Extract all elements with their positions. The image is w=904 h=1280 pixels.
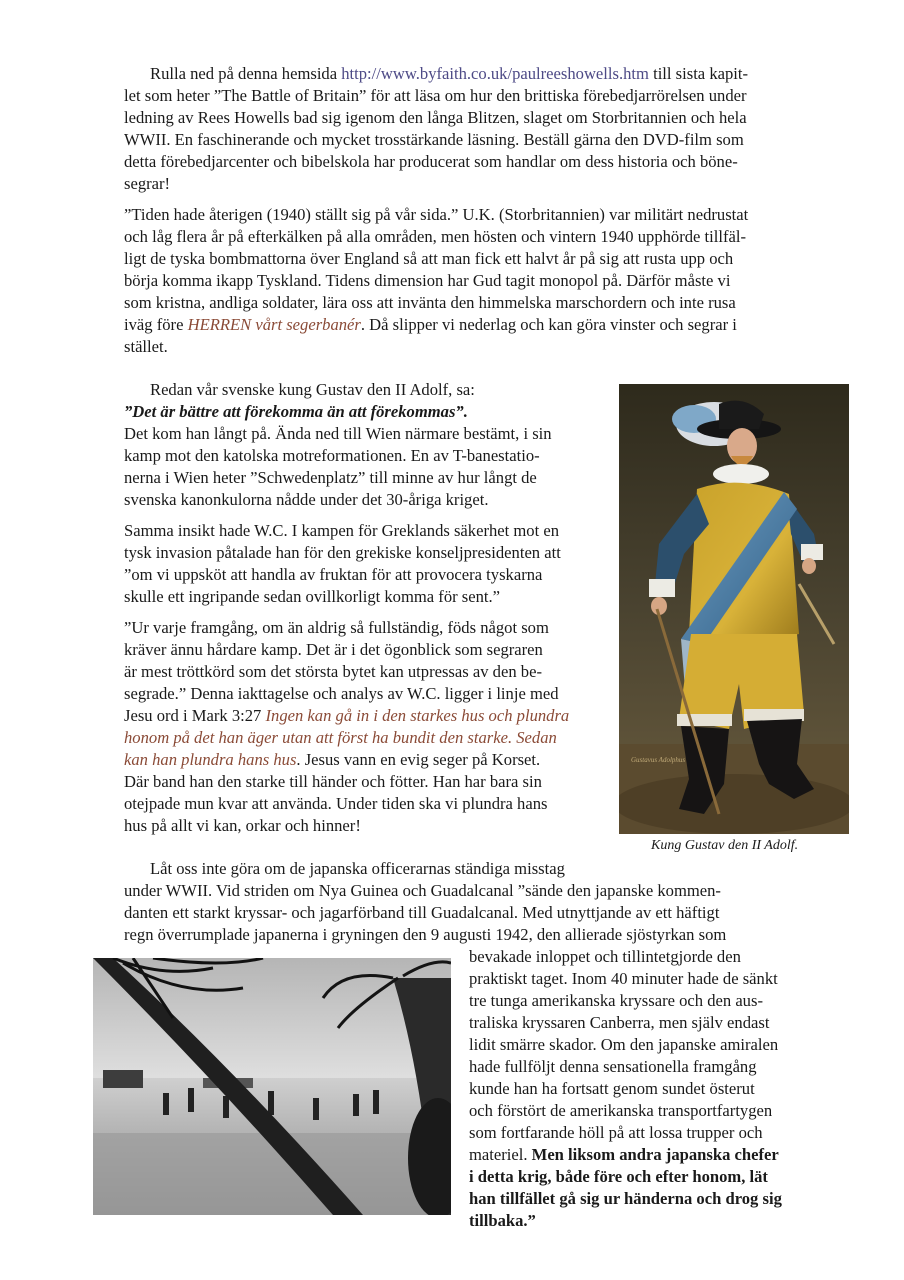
scripture-quote: HERREN vårt segerbanér — [187, 315, 361, 334]
text: iväg före — [124, 315, 188, 334]
text-line: som fortfarande höll på att lossa trupper och — [469, 1123, 763, 1142]
bold-text-line: tillbaka.” — [469, 1211, 536, 1230]
text-line: kräver ännu hårdare kamp. Det är i det ögonblick som segraren — [124, 640, 543, 659]
bold-text: Men liksom andra japanska chefer — [531, 1145, 779, 1164]
text-line: segrar! — [124, 174, 171, 193]
text-line: ligt de tyska bombmattorna över England så att man fick ett halvt år på sig att rusta upp och — [124, 249, 734, 268]
text: materiel. — [469, 1145, 532, 1164]
text-line: stället. — [124, 337, 168, 356]
text-line: praktiskt taget. Inom 40 minuter hade de sänkt — [469, 969, 778, 988]
text-line: bevakade inloppet och tillintetgjorde den — [469, 947, 741, 966]
text-line: tysk invasion påtalade han för den grekiske konseljpresidenten att — [124, 543, 561, 562]
text-line: hus på allt vi kan, orkar och hinner! — [124, 816, 361, 835]
text-line: och förstört de amerikanska transportfartygen — [469, 1101, 773, 1120]
guadalcanal-beach-photo — [93, 958, 451, 1215]
scripture-quote: Ingen kan gå in i den starkes hus och plundra — [265, 706, 570, 725]
text-line: som kristna, andliga soldater, lära oss att invänta den himmelska marschordern och inte rusa — [124, 293, 736, 312]
portrait-painting — [619, 384, 849, 834]
text-line: nerna i Wien heter ”Schwedenplatz” till minne av hur långt de — [124, 468, 537, 487]
text-line: regn överrumplade japanerna i gryningen den 9 augusti 1942, den allierade sjöstyrkan som — [124, 925, 727, 944]
text-line: är mest tröttkörd som det största bytet kan utpressas av den be- — [124, 662, 542, 681]
text-line: otejpade mun kvar att använda. Under tiden ska vi plundra hans — [124, 794, 548, 813]
text-line: ”Tiden hade återigen (1940) ställt sig på vår sida.” U.K. (Storbritannien) var militärt nedrustat — [124, 205, 749, 224]
portrait-caption: Kung Gustav den II Adolf. — [651, 838, 799, 853]
byfaith-link[interactable]: http://www.byfaith.co.uk/paulreeshowells.htm — [341, 64, 649, 83]
text: Rulla ned på denna hemsida — [150, 64, 342, 83]
text-line: kunde han ha fortsatt genom sundet österut — [469, 1079, 755, 1098]
text-line: ”om vi uppsköt att handla av fruktan för att provocera tyskarna — [124, 565, 543, 584]
text-line: ”Ur varje framgång, om än aldrig så fullständig, föds något som — [124, 618, 549, 637]
scripture-quote: kan han plundra hans hus — [124, 750, 297, 769]
text-line: under WWII. Vid striden om Nya Guinea och Guadalcanal ”sände den japanske kommen- — [124, 881, 721, 900]
portrait-gustav-adolf-image — [619, 384, 849, 834]
text-line: Det kom han långt på. Ända ned till Wien närmare bestämt, i sin — [124, 424, 552, 443]
text-line: lidit smärre skador. Om den japanske amiralen — [469, 1035, 779, 1054]
text-line: WWII. En faschinerande och mycket trosstärkande läsning. Beställ gärna den DVD-film som — [124, 130, 744, 149]
scripture-quote: honom på det han äger utan att först ha bundit den starke. Sedan — [124, 728, 557, 747]
text-line: traliska kryssaren Canberra, men själv endast — [469, 1013, 770, 1032]
text-line: segrade.” Denna iakttagelse och analys av W.C. ligger i linje med — [124, 684, 559, 703]
text-line: ledning av Rees Howells bad sig igenom den långa Blitzen, slaget om Storbritannien och hela — [124, 108, 747, 127]
text-line: kamp mot den katolska motreformationen. En av T-banestatio- — [124, 446, 540, 465]
text: . Då slipper vi nederlag och kan göra vinster och segrar i — [360, 315, 737, 334]
painting-signature: Gustavus Adolphus — [631, 756, 686, 764]
text-line: Samma insikt hade W.C. I kampen för Greklands säkerhet mot en — [124, 521, 560, 540]
beach-photo-drawing — [93, 958, 451, 1215]
text-line: tre tunga amerikanska kryssare och den aus- — [469, 991, 763, 1010]
text-line: danten ett starkt kryssar- och jagarförband till Guadalcanal. Med utnyttjande av ett häftigt — [124, 903, 720, 922]
text-line: skulle ett ingripande sedan ovillkorligt komma för sent.” — [124, 587, 501, 606]
text-line: Redan vår svenske kung Gustav den II Adolf, sa: — [150, 380, 475, 399]
bold-text-line: i detta krig, både före och efter honom, lät — [469, 1167, 768, 1186]
text-line: Där band han den starke till händer och fötter. Han har bara sin — [124, 772, 542, 791]
quote-gustav: ”Det är bättre att förekomma än att förekommas”. — [124, 402, 468, 421]
text: . Jesus vann en evig seger på Korset. — [296, 750, 541, 769]
text-line: detta förebedjarcenter och bibelskola har producerat som handlar om dess historia och böne- — [124, 152, 738, 171]
text-line: let som heter ”The Battle of Britain” för att läsa om hur den brittiska förebedjarrörelsen under — [124, 86, 747, 105]
text-line: Låt oss inte göra om de japanska officerarnas ständiga misstag — [150, 859, 565, 878]
text: Jesu ord i Mark 3:27 — [124, 706, 266, 725]
text-line: och låg flera år på efterkälken på alla områden, men hösten och vintern 1940 upphörde tillfäl- — [124, 227, 747, 246]
text-line: svenska kanonkulorna nådde under det 30-åriga kriget. — [124, 490, 489, 509]
text: till sista kapit- — [648, 64, 749, 83]
text-line: hade fullföljt denna sensationella framgång — [469, 1057, 757, 1076]
bold-text-line: han tillfället gå sig ur händerna och drog sig — [469, 1189, 782, 1208]
text-line: börja komma ikapp Tyskland. Tidens dimension har Gud tagit monopol på. Därför måste vi — [124, 271, 731, 290]
